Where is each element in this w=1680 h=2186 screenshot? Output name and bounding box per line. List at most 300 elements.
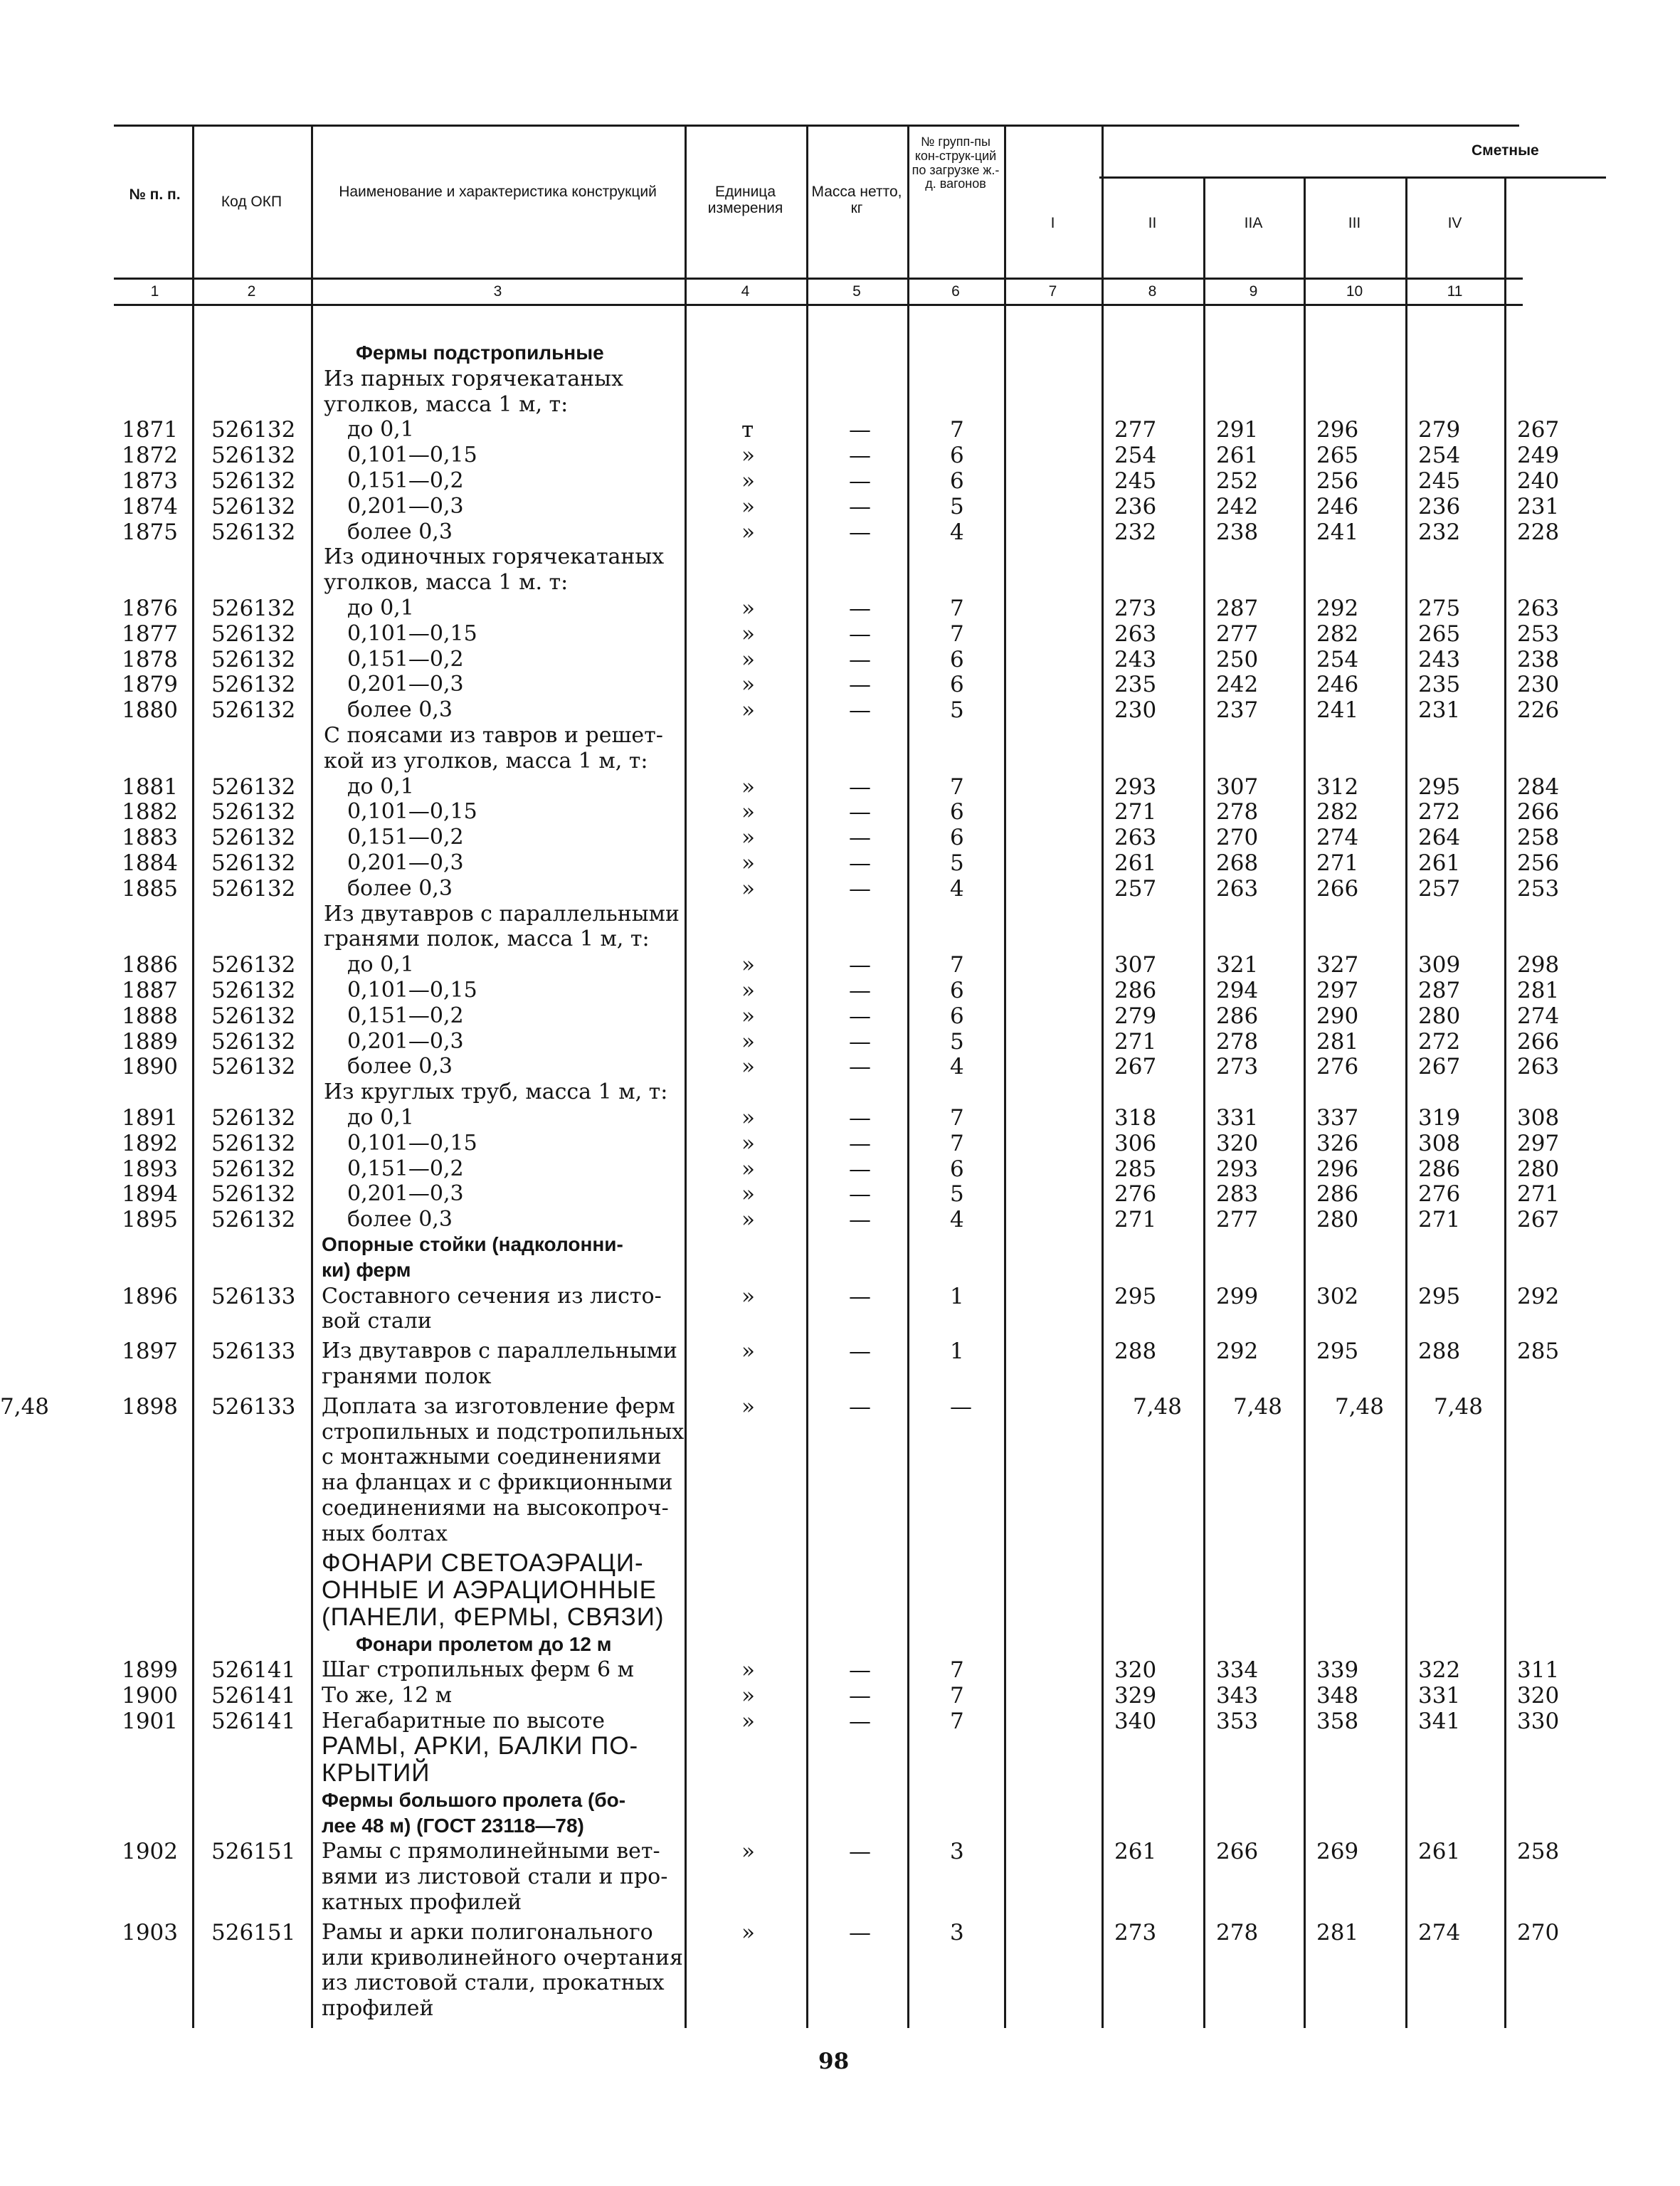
row-price: 279 (1418, 417, 1461, 443)
row-group: 6 (950, 646, 964, 672)
row-price: 230 (1114, 697, 1157, 724)
column-divider (311, 125, 313, 2028)
row-price: 246 (1316, 493, 1359, 519)
row-mass: — (849, 443, 871, 469)
section-heading-line: (ПАНЕЛИ, ФЕРМЫ, СВЯЗИ) (322, 1602, 665, 1631)
row-unit: » (741, 825, 755, 851)
row-price: 271 (1114, 1207, 1157, 1233)
row-unit: » (741, 1657, 755, 1684)
group-caption-line: Из круглых труб, масса 1 м, т: (324, 1079, 668, 1105)
row-price: 238 (1216, 519, 1259, 545)
row-group: 6 (950, 672, 964, 698)
section-subheading: Фонари пролетом до 12 м (356, 1632, 612, 1655)
section-heading-line: ОННЫЕ И АЭРАЦИОННЫЕ (322, 1575, 657, 1604)
row-number: 1881 (122, 773, 178, 800)
row-price: 266 (1517, 1028, 1560, 1055)
row-number: 1895 (122, 1207, 178, 1233)
row-price: 307 (1114, 952, 1157, 978)
row-price: 254 (1418, 443, 1461, 469)
row-price: 318 (1114, 1105, 1157, 1131)
row-unit: » (741, 1393, 755, 1420)
index-row-cell: 8 (1148, 283, 1157, 300)
row-price: 341 (1418, 1709, 1461, 1734)
row-price: 263 (1517, 596, 1560, 621)
row-price: 238 (1517, 646, 1560, 672)
row-mass: — (849, 646, 871, 672)
group-caption-line: Из парных горячекатаных (324, 366, 623, 391)
page-number: 98 (818, 2049, 850, 2074)
row-price: 277 (1216, 621, 1259, 647)
row-mass: — (849, 417, 871, 443)
row-name-line: Доплата за изготовление ферм (322, 1393, 675, 1419)
row-group: 7 (950, 952, 964, 978)
row-price: 281 (1517, 978, 1560, 1003)
header-price-col: I (1050, 215, 1055, 231)
row-price: 261 (1418, 1839, 1461, 1865)
row-price: 7,48 (1334, 1393, 1384, 1420)
row-unit: » (741, 1105, 755, 1131)
row-name: Негабаритные по высоте (322, 1709, 605, 1733)
row-mass: — (849, 1657, 871, 1684)
row-price: 295 (1114, 1283, 1157, 1309)
row-mass: — (849, 1709, 871, 1734)
index-row-cell: 11 (1447, 283, 1463, 300)
column-divider (685, 125, 687, 2028)
row-price: 311 (1517, 1657, 1560, 1684)
row-unit: » (741, 646, 755, 672)
column-divider (1304, 176, 1306, 2028)
row-price: 249 (1517, 443, 1560, 469)
row-price: 276 (1114, 1181, 1157, 1208)
row-number: 1873 (122, 468, 178, 494)
row-okp: 526141 (211, 1709, 296, 1734)
row-unit: » (741, 697, 755, 724)
row-price: 286 (1418, 1156, 1461, 1182)
row-price: 256 (1316, 468, 1359, 494)
row-price: 266 (1517, 799, 1560, 825)
row-price: 241 (1316, 697, 1359, 724)
row-price: 353 (1216, 1709, 1259, 1734)
section-subheading-line: Опорные стойки (надколонни- (322, 1233, 623, 1255)
row-name-line: вями из листовой стали и про- (322, 1864, 668, 1890)
row-price: 276 (1418, 1181, 1461, 1208)
row-mass: — (849, 596, 871, 621)
row-price: 294 (1216, 978, 1259, 1003)
header-col-unit: Единица измерения (707, 184, 783, 217)
row-number: 1876 (122, 596, 178, 621)
row-mass: — (849, 1839, 871, 1865)
row-price: 279 (1114, 1003, 1157, 1029)
row-price: 296 (1316, 417, 1359, 443)
row-number: 1871 (122, 417, 178, 443)
row-name: Шаг стропильных ферм 6 м (322, 1657, 635, 1683)
smetnye-rule (1099, 176, 1606, 179)
row-price: 254 (1316, 646, 1359, 672)
row-price: 274 (1418, 1919, 1461, 1945)
row-price: 330 (1517, 1709, 1560, 1734)
row-name: 0,151—0,2 (347, 1156, 464, 1181)
row-name: 0,151—0,2 (347, 1003, 464, 1028)
header-col-okp: Код ОКП (221, 194, 282, 210)
row-price: 261 (1216, 443, 1259, 469)
row-mass: — (849, 1393, 871, 1420)
column-divider (907, 125, 909, 2028)
row-price: 7,48 (0, 1393, 50, 1420)
row-price: 302 (1316, 1283, 1359, 1309)
row-price: 287 (1418, 978, 1461, 1003)
row-mass: — (849, 1181, 871, 1208)
row-group: 6 (950, 468, 964, 494)
row-price: 267 (1418, 1054, 1461, 1080)
header-col-name: Наименование и характеристика конструкций (339, 184, 657, 200)
row-price: 267 (1517, 417, 1560, 443)
row-mass: — (849, 468, 871, 494)
row-price: 285 (1114, 1156, 1157, 1182)
column-divider (1203, 176, 1205, 2028)
row-mass: — (849, 519, 871, 545)
header-col-number: № п. п. (129, 186, 181, 203)
row-price: 263 (1114, 825, 1157, 851)
row-group: 7 (950, 1657, 964, 1684)
row-okp: 526133 (211, 1283, 296, 1309)
row-number: 1880 (122, 697, 178, 724)
row-okp: 526132 (211, 1156, 296, 1182)
row-number: 1899 (122, 1657, 178, 1684)
group-caption-line: уголков, масса 1 м, т: (324, 391, 569, 417)
header-price-col: IV (1447, 215, 1462, 231)
row-price: 266 (1216, 1839, 1259, 1865)
row-price: 240 (1517, 468, 1560, 494)
row-name: 0,151—0,2 (347, 646, 464, 672)
row-mass: — (849, 1919, 871, 1945)
row-number: 1887 (122, 978, 178, 1003)
row-price: 257 (1418, 875, 1461, 902)
row-name-line: Составного сечения из листо- (322, 1283, 662, 1309)
row-price: 288 (1114, 1338, 1157, 1365)
row-name-line: на фланцах и с фрикционными (322, 1470, 673, 1496)
row-price: 265 (1418, 621, 1461, 647)
row-name: 0,101—0,15 (347, 978, 477, 1003)
row-price: 246 (1316, 672, 1359, 698)
column-divider (806, 125, 808, 2028)
row-price: 272 (1418, 1028, 1461, 1055)
row-price: 236 (1418, 493, 1461, 519)
row-price: 278 (1216, 1919, 1259, 1945)
row-mass: — (849, 850, 871, 876)
row-okp: 526132 (211, 697, 296, 724)
row-price: 298 (1517, 952, 1560, 978)
row-okp: 526132 (211, 825, 296, 851)
row-name-line: Рамы и арки полигонального (322, 1919, 653, 1945)
row-price: 282 (1316, 799, 1359, 825)
row-name-line: вой стали (322, 1309, 432, 1334)
row-name-line: Из двутавров с параллельными (322, 1338, 677, 1364)
row-price: 319 (1418, 1105, 1461, 1131)
row-unit: » (741, 1338, 755, 1365)
row-okp: 526132 (211, 519, 296, 545)
row-group: 5 (950, 697, 964, 724)
row-price: 308 (1517, 1105, 1560, 1131)
row-okp: 526132 (211, 1130, 296, 1156)
row-unit: » (741, 519, 755, 545)
index-row-cell: 9 (1249, 283, 1258, 300)
row-price: 261 (1114, 850, 1157, 876)
row-number: 1874 (122, 493, 178, 519)
row-mass: — (849, 1003, 871, 1029)
row-price: 343 (1216, 1683, 1259, 1709)
row-mass: — (849, 1338, 871, 1365)
row-group: 7 (950, 621, 964, 647)
row-group: 6 (950, 825, 964, 851)
column-divider (1504, 176, 1506, 2028)
row-name-line: ных болтах (322, 1521, 448, 1546)
row-number: 1875 (122, 519, 178, 545)
row-price: 268 (1216, 850, 1259, 876)
row-name: более 0,3 (347, 697, 453, 723)
row-number: 1901 (122, 1709, 178, 1734)
row-name: более 0,3 (347, 875, 453, 901)
column-divider (1004, 125, 1006, 2028)
row-price: 293 (1216, 1156, 1259, 1182)
row-price: 252 (1216, 468, 1259, 494)
row-group: 4 (950, 519, 964, 545)
row-number: 1879 (122, 672, 178, 698)
index-row-cell: 2 (247, 283, 256, 300)
row-number: 1884 (122, 850, 178, 876)
row-group: 6 (950, 1156, 964, 1182)
row-okp: 526132 (211, 493, 296, 519)
row-number: 1903 (122, 1919, 178, 1945)
row-price: 280 (1517, 1156, 1560, 1182)
group-caption-line: Из двутавров с параллельными (324, 901, 680, 926)
row-price: 307 (1216, 773, 1259, 800)
header-top-rule (114, 125, 1519, 127)
row-okp: 526132 (211, 417, 296, 443)
header-smetnye: Сметные (1472, 142, 1539, 159)
header-col-mass: Масса нетто, кг (811, 184, 902, 217)
header-price-col: III (1348, 215, 1361, 231)
header-bottom-rule (114, 278, 1523, 280)
row-price: 334 (1216, 1657, 1259, 1684)
row-name-line: профилей (322, 1996, 434, 2022)
row-price: 266 (1316, 875, 1359, 902)
row-price: 292 (1216, 1338, 1259, 1365)
row-mass: — (849, 773, 871, 800)
row-group: 3 (950, 1919, 964, 1945)
group-caption-line: гранями полок, масса 1 м, т: (324, 926, 650, 952)
row-price: 292 (1517, 1283, 1560, 1309)
row-price: 327 (1316, 952, 1359, 978)
row-price: 7,48 (1433, 1393, 1483, 1420)
row-price: 7,48 (1232, 1393, 1282, 1420)
row-price: 261 (1114, 1839, 1157, 1865)
row-name: 0,151—0,2 (347, 468, 464, 493)
row-price: 245 (1114, 468, 1157, 494)
row-mass: — (849, 1054, 871, 1080)
row-group: 6 (950, 1003, 964, 1029)
row-unit: » (741, 672, 755, 698)
row-name: 0,201—0,3 (347, 1181, 464, 1207)
row-mass: — (849, 978, 871, 1003)
row-okp: 526132 (211, 672, 296, 698)
row-name-line: стропильных и подстропильных (322, 1419, 685, 1445)
row-okp: 526132 (211, 952, 296, 978)
row-okp: 526132 (211, 443, 296, 469)
row-okp: 526132 (211, 1181, 296, 1208)
section-heading-line: ФОНАРИ СВЕТОАЭРАЦИ- (322, 1548, 644, 1577)
row-mass: — (849, 1028, 871, 1055)
row-price: 257 (1114, 875, 1157, 902)
row-price: 278 (1216, 1028, 1259, 1055)
row-okp: 526132 (211, 875, 296, 902)
row-price: 270 (1216, 825, 1259, 851)
row-price: 283 (1216, 1181, 1259, 1208)
row-group: 6 (950, 799, 964, 825)
row-price: 295 (1418, 773, 1461, 800)
row-number: 1894 (122, 1181, 178, 1208)
row-name: 0,101—0,15 (347, 1130, 477, 1156)
row-okp: 526132 (211, 773, 296, 800)
row-unit: » (741, 1181, 755, 1208)
row-okp: 526151 (211, 1919, 296, 1945)
row-number: 1888 (122, 1003, 178, 1029)
row-price: 284 (1517, 773, 1560, 800)
row-name: 0,201—0,3 (347, 493, 464, 519)
row-price: 286 (1316, 1181, 1359, 1208)
row-name: до 0,1 (347, 773, 414, 799)
row-price: 282 (1316, 621, 1359, 647)
row-price: 286 (1216, 1003, 1259, 1029)
row-price: 271 (1316, 850, 1359, 876)
row-name: более 0,3 (347, 1207, 453, 1232)
row-group: 5 (950, 1028, 964, 1055)
row-name: 0,101—0,15 (347, 443, 477, 468)
row-unit: » (741, 493, 755, 519)
row-price: 321 (1216, 952, 1259, 978)
row-price: 231 (1418, 697, 1461, 724)
row-mass: — (849, 621, 871, 647)
row-price: 285 (1517, 1338, 1560, 1365)
row-group: 5 (950, 493, 964, 519)
row-unit: » (741, 596, 755, 621)
row-price: 295 (1418, 1283, 1461, 1309)
row-unit: » (741, 1130, 755, 1156)
row-price: 277 (1114, 417, 1157, 443)
row-okp: 526141 (211, 1683, 296, 1709)
row-group: 5 (950, 850, 964, 876)
row-price: 277 (1216, 1207, 1259, 1233)
row-price: 273 (1114, 1919, 1157, 1945)
row-price: 271 (1114, 1028, 1157, 1055)
row-group: 7 (950, 773, 964, 800)
row-price: 242 (1216, 493, 1259, 519)
row-price: 271 (1517, 1181, 1560, 1208)
row-price: 297 (1316, 978, 1359, 1003)
row-number: 1890 (122, 1054, 178, 1080)
row-group: 4 (950, 1207, 964, 1233)
row-price: 331 (1216, 1105, 1259, 1131)
row-name-line: с монтажными соединениями (322, 1445, 662, 1470)
row-price: 288 (1418, 1338, 1461, 1365)
group-caption-line: кой из уголков, масса 1 м, т: (324, 748, 648, 773)
section-heading-line: КРЫТИЙ (322, 1758, 430, 1787)
row-price: 270 (1517, 1919, 1560, 1945)
index-row-rule (114, 304, 1523, 306)
row-group: 3 (950, 1839, 964, 1865)
row-unit: » (741, 1839, 755, 1865)
row-group: 5 (950, 1181, 964, 1208)
row-number: 1882 (122, 799, 178, 825)
row-price: 309 (1418, 952, 1461, 978)
row-unit: » (741, 468, 755, 494)
index-row-cell: 10 (1346, 283, 1363, 300)
row-price: 232 (1114, 519, 1157, 545)
row-price: 340 (1114, 1709, 1157, 1734)
row-price: 271 (1418, 1207, 1461, 1233)
row-price: 273 (1114, 596, 1157, 621)
index-row-cell: 1 (150, 283, 159, 300)
row-price: 280 (1316, 1207, 1359, 1233)
row-number: 1896 (122, 1283, 178, 1309)
row-mass: — (849, 672, 871, 698)
row-unit: » (741, 621, 755, 647)
row-name-line: гранями полок (322, 1364, 492, 1389)
row-mass: — (849, 1207, 871, 1233)
header-price-col: IIA (1244, 215, 1263, 231)
row-price: 286 (1114, 978, 1157, 1003)
row-price: 231 (1517, 493, 1560, 519)
row-price: 348 (1316, 1683, 1359, 1709)
row-name: 0,101—0,15 (347, 799, 477, 825)
row-group: 1 (950, 1283, 964, 1309)
row-price: 272 (1418, 799, 1461, 825)
row-group: 4 (950, 1054, 964, 1080)
index-row-cell: 4 (741, 283, 750, 300)
row-group: 1 (950, 1338, 964, 1365)
row-price: 269 (1316, 1839, 1359, 1865)
row-unit: » (741, 875, 755, 902)
row-price: 281 (1316, 1028, 1359, 1055)
row-price: 331 (1418, 1683, 1461, 1709)
row-name: до 0,1 (347, 596, 414, 621)
row-price: 253 (1517, 621, 1560, 647)
row-price: 273 (1216, 1054, 1259, 1080)
row-okp: 526132 (211, 850, 296, 876)
row-price: 320 (1517, 1683, 1560, 1709)
row-price: 292 (1316, 596, 1359, 621)
row-price: 237 (1216, 697, 1259, 724)
row-mass: — (849, 1130, 871, 1156)
group-caption-line: С поясами из тавров и решет- (324, 723, 663, 748)
row-unit: » (741, 850, 755, 876)
row-group: 6 (950, 443, 964, 469)
row-price: 263 (1216, 875, 1259, 902)
row-okp: 526151 (211, 1839, 296, 1865)
row-price: 253 (1517, 875, 1560, 902)
row-price: 290 (1316, 1003, 1359, 1029)
row-group: 6 (950, 978, 964, 1003)
row-unit: » (741, 1919, 755, 1945)
row-name: 0,101—0,15 (347, 621, 477, 646)
row-price: 308 (1418, 1130, 1461, 1156)
row-price: 278 (1216, 799, 1259, 825)
row-group: 7 (950, 1683, 964, 1709)
row-okp: 526132 (211, 1207, 296, 1233)
row-unit: » (741, 773, 755, 800)
row-price: 280 (1418, 1003, 1461, 1029)
row-name-line: Рамы с прямолинейными вет- (322, 1839, 660, 1864)
header-col-group: № групп-пы кон-струк-ций по загрузке ж.-д. вагонов (912, 134, 1000, 191)
